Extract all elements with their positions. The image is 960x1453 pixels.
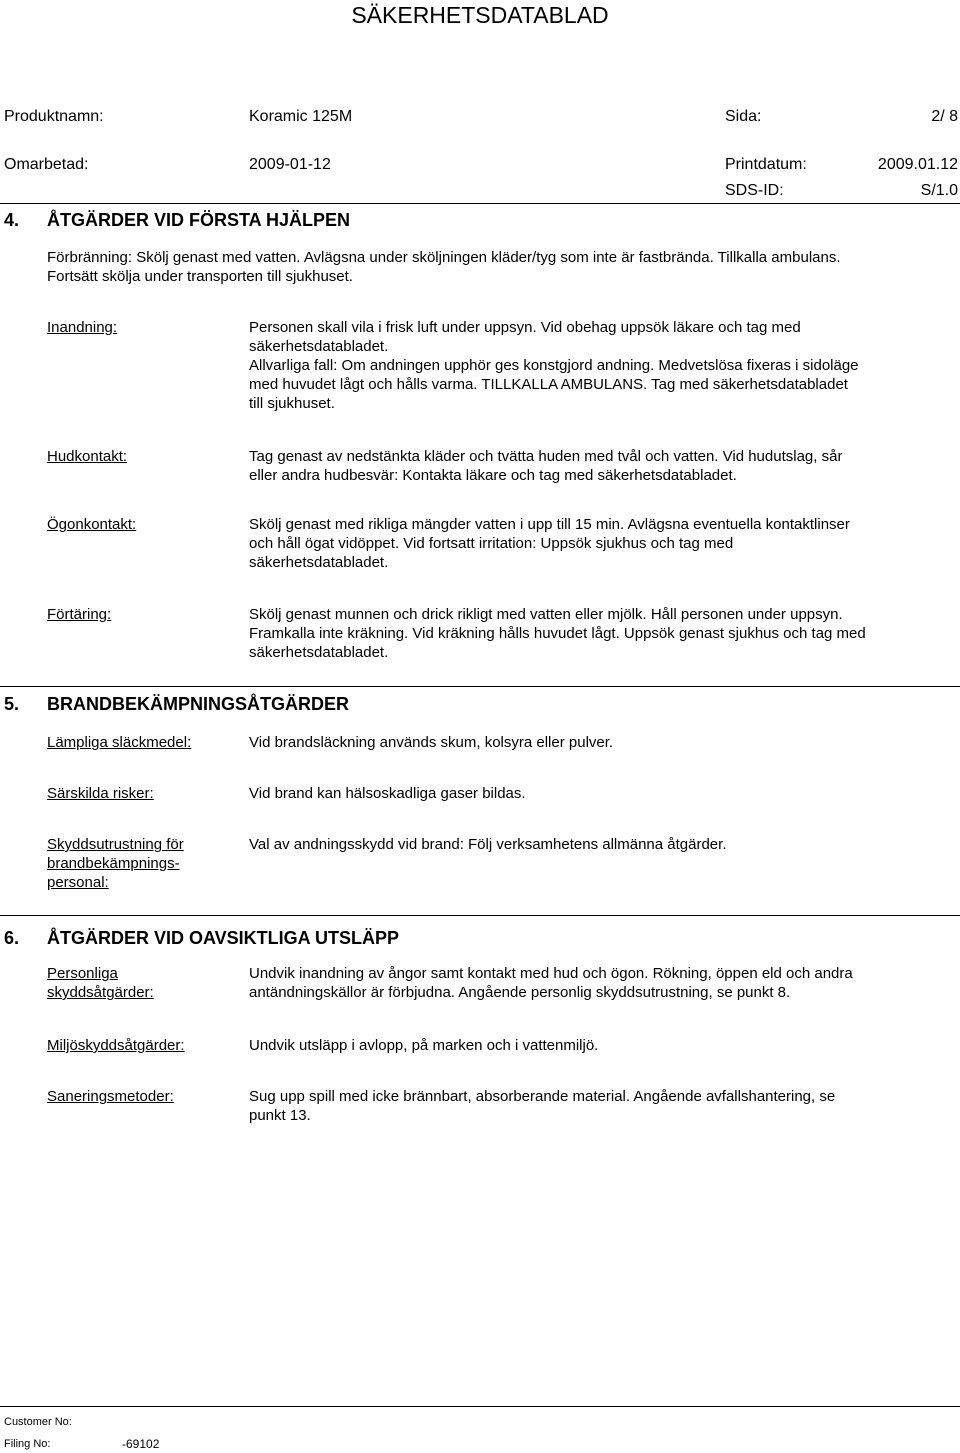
environmental-precautions-text: Undvik utsläpp i avlopp, på marken och i vattenmiljö. (249, 1037, 599, 1054)
print-date-label: Printdatum: (725, 156, 807, 173)
product-name-value: Koramic 125M (249, 108, 353, 125)
document-title: SÄKERHETSDATABLAD (351, 2, 609, 28)
sds-id-label: SDS-ID: (725, 182, 784, 199)
skin-contact-label: Hudkontakt: (47, 448, 128, 465)
section-6-number: 6. (4, 928, 20, 948)
inhalation-label: Inandning: (47, 319, 118, 336)
footer-divider (0, 1406, 960, 1407)
protective-equipment-text: Val av andningsskydd vid brand: Följ verksamhetens allmänna åtgärder. (249, 836, 727, 853)
ingestion-text: Skölj genast munnen och drick rikligt med vatten eller mjölk. Håll personen under uppsyn. Framkalla inte kräkning. Vid kräkning hålls huvudet lågt. Uppsök genast sjukhus och tag med säkerhetsdatabladet. (249, 606, 866, 661)
special-risks-label: Särskilda risker: (47, 785, 154, 802)
sds-id-value: S/1.0 (920, 182, 958, 199)
protective-equipment-label: Skyddsutrustning för brandbekämpnings- personal: (47, 836, 184, 891)
customer-number-label: Customer No: (4, 1416, 72, 1428)
environmental-precautions-label: Miljöskyddsåtgärder: (47, 1037, 185, 1054)
filing-number-value: -69102 (122, 1437, 160, 1451)
personal-precautions-label: Personliga skyddsåtgärder: (47, 965, 154, 1001)
extinguishing-media-label: Lämpliga släckmedel: (47, 734, 192, 751)
section-6-title: ÅTGÄRDER VID OAVSIKTLIGA UTSLÄPP (47, 928, 400, 948)
print-date-value: 2009.01.12 (877, 156, 958, 173)
cleanup-methods-label: Saneringsmetoder: (47, 1088, 174, 1105)
cleanup-methods-text: Sug upp spill med icke brännbart, absorberande material. Angående avfallshantering, se punkt 13. (249, 1088, 836, 1124)
section-4-intro: Förbränning: Skölj genast med vatten. Avlägsna under sköljningen kläder/tyg som inte är fastbrända. Tillkalla ambulans. Fortsätt skölja under transporten till sjukhuset. (47, 249, 841, 285)
product-name-label: Produktnamn: (4, 108, 104, 125)
skin-contact-text: Tag genast av nedstänkta kläder och tvätta huden med tvål och vatten. Vid hudutslag, sår eller andra hudbesvär: Kontakta läkare och tag med säkerhetsdatabladet. (249, 448, 843, 484)
ingestion-label: Förtäring: (47, 606, 112, 623)
extinguishing-media-text: Vid brandsläckning används skum, kolsyra eller pulver. (249, 734, 614, 751)
special-risks-text: Vid brand kan hälsoskadliga gaser bildas. (249, 785, 526, 802)
section-4-number: 4. (4, 210, 20, 230)
divider (0, 686, 960, 687)
filing-number-label: Filing No: (4, 1438, 51, 1450)
section-5-title: BRANDBEKÄMPNINGSÅTGÄRDER (47, 694, 350, 714)
inhalation-text: Personen skall vila i frisk luft under uppsyn. Vid obehag uppsök läkare och tag med säkerhetsdatabladet. Allvarliga fall: Om andningen upphör ges konstgjord andning. Medvetslösa fixeras i sidoläge med huvudet lågt och hålls varma. TILLKALLA AMBULANS. Tag med säkerhetsdatabladet till sjukhuset. (249, 319, 859, 412)
section-4-title: ÅTGÄRDER VID FÖRSTA HJÄLPEN (47, 210, 351, 230)
divider (0, 915, 960, 916)
divider (0, 203, 960, 204)
page-label: Sida: (725, 108, 762, 125)
eye-contact-label: Ögonkontakt: (47, 516, 137, 533)
section-5-number: 5. (4, 694, 20, 714)
revised-label: Omarbetad: (4, 156, 89, 173)
page-value: 2/ 8 (931, 108, 958, 125)
personal-precautions-text: Undvik inandning av ångor samt kontakt med hud och ögon. Rökning, öppen eld och andra antändningskällor är förbjudna. Angående personlig skyddsutrustning, se punkt 8. (249, 965, 853, 1001)
eye-contact-text: Skölj genast med rikliga mängder vatten i upp till 15 min. Avlägsna eventuella kontaktlinser och håll ögat vidöppet. Vid fortsatt irritation: Uppsök sjukhus och tag med säkerhetsdatabladet. (249, 516, 850, 571)
revised-value: 2009-01-12 (249, 156, 331, 173)
